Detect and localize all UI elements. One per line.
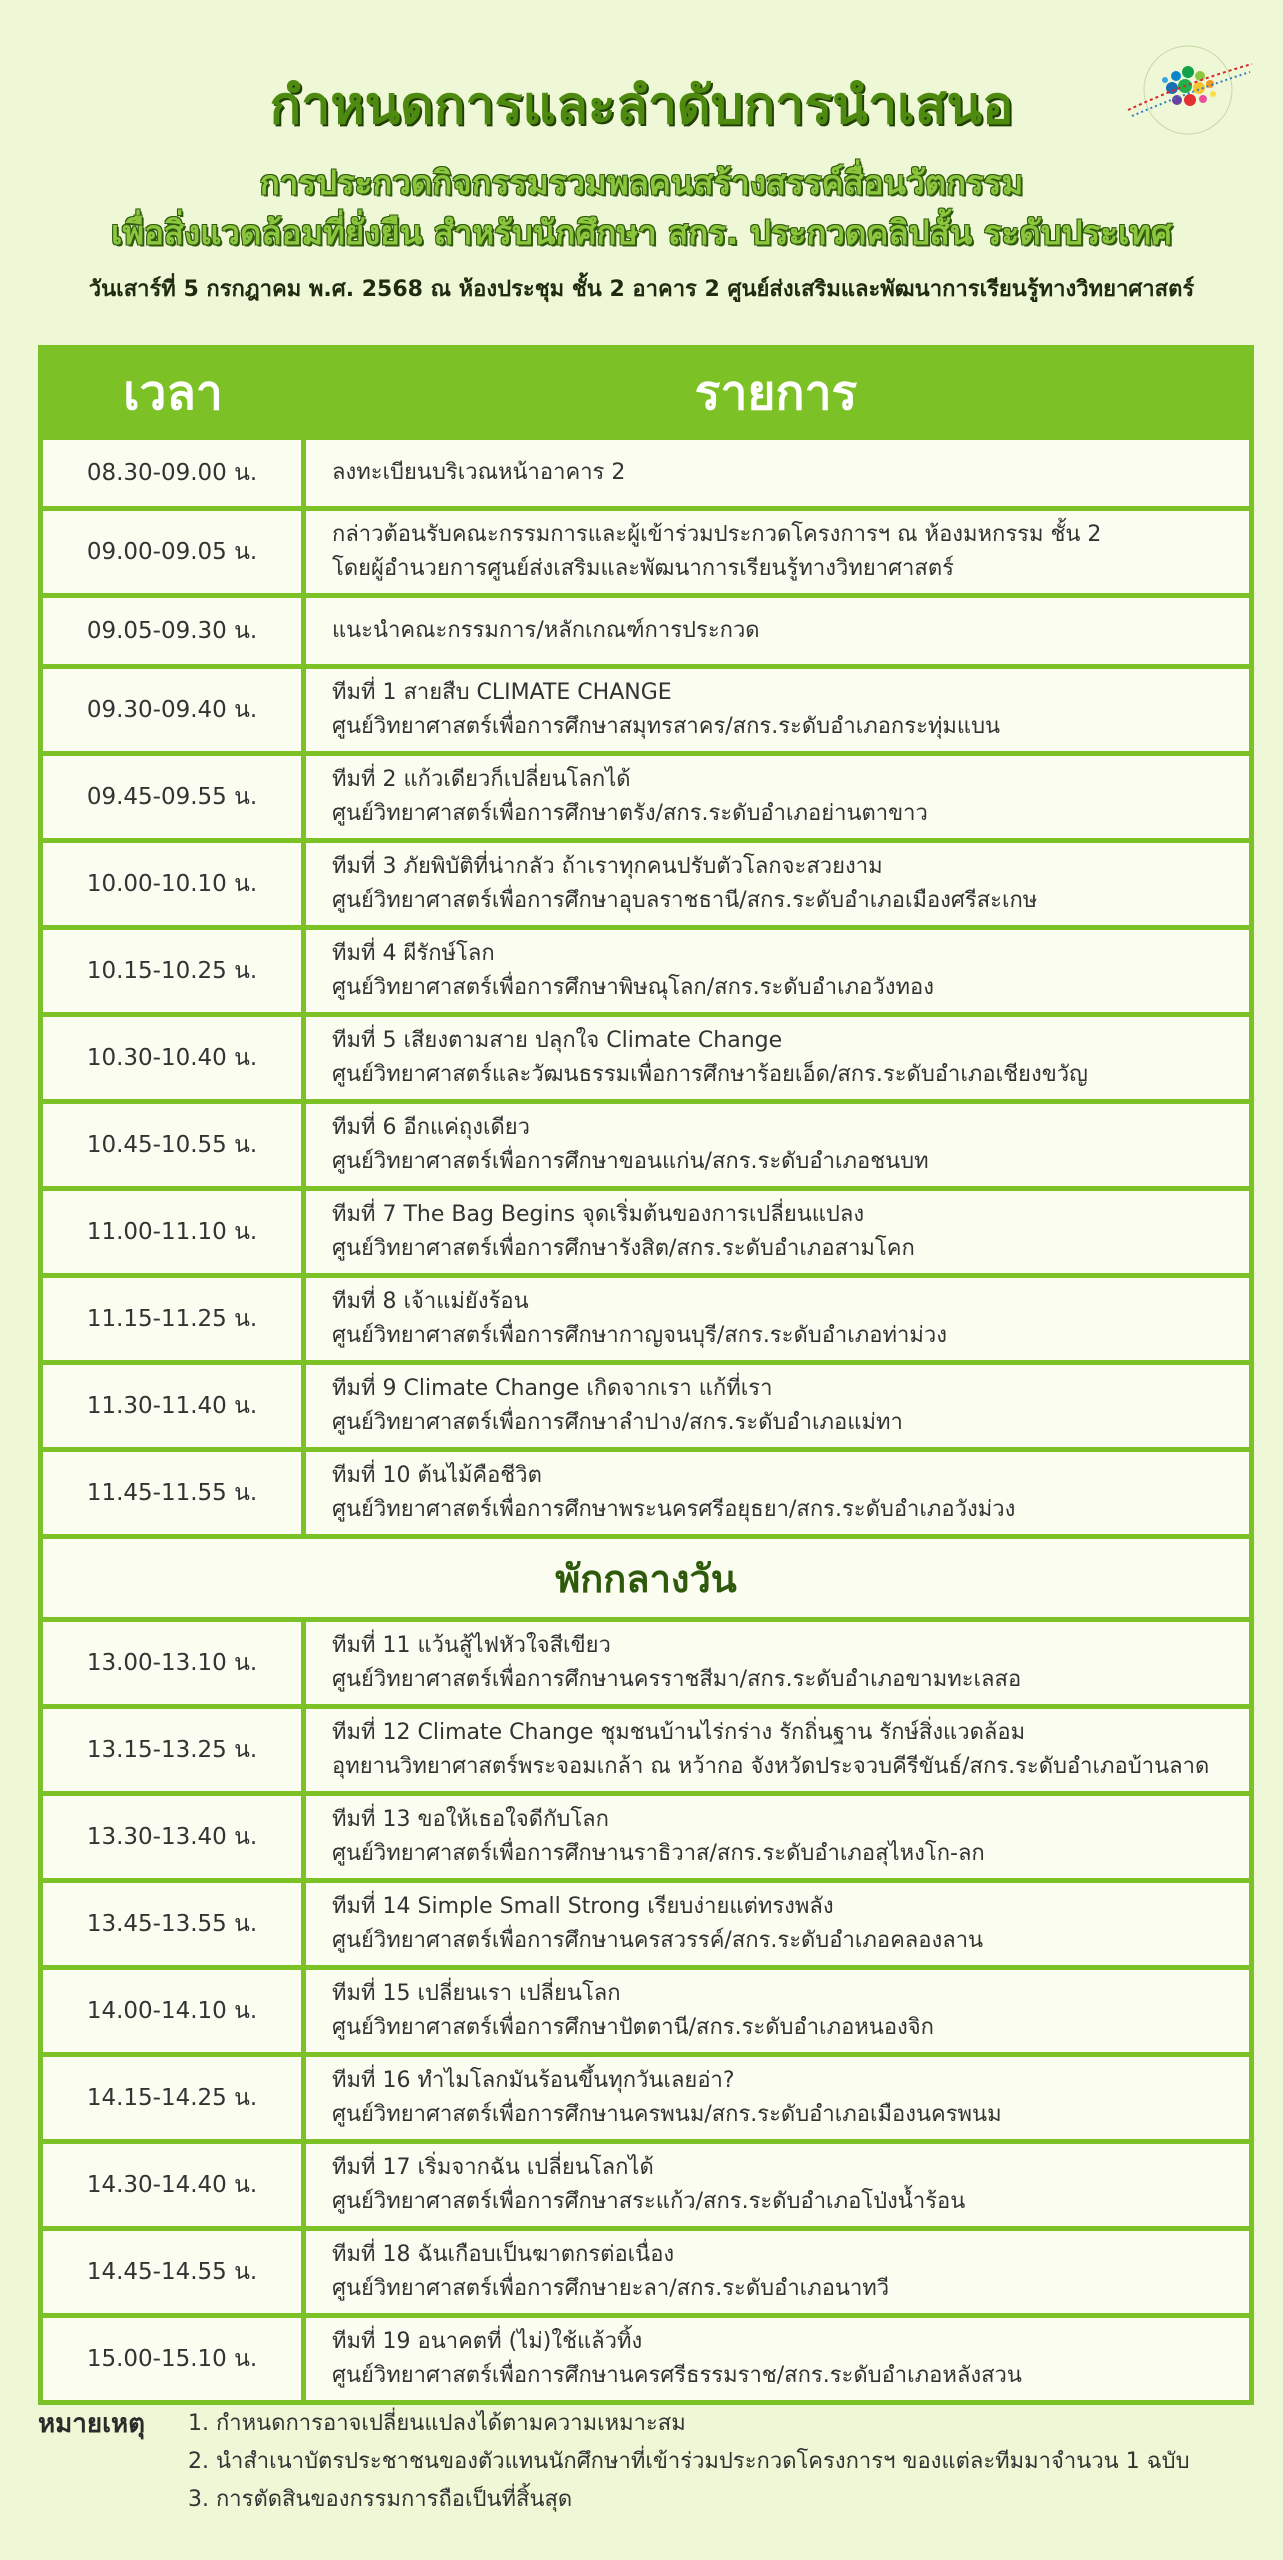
header bbox=[0, 70, 1283, 310]
table-row bbox=[43, 2057, 1249, 2139]
row-time: 08.30-09.00 น. bbox=[43, 440, 301, 506]
note-item: 1. กำหนดการอาจเปลี่ยนแปลงได้ตามความเหมาะสม bbox=[188, 2411, 686, 2436]
row-item-line2: ศูนย์วิทยาศาสตร์เพื่อการศึกษาตรัง/สกร.ระดับอำเภอย่านตาขาว bbox=[332, 801, 928, 826]
table-row bbox=[43, 930, 1249, 1012]
row-item-line2: ศูนย์วิทยาศาสตร์เพื่อการศึกษานครราชสีมา/สกร.ระดับอำเภอขามทะเลสอ bbox=[332, 1667, 1022, 1692]
row-item bbox=[306, 1191, 1249, 1273]
row-item bbox=[306, 511, 1249, 593]
note-item: 2. นำสำเนาบัตรประชาชนของตัวแทนนักศึกษาที่เข้าร่วมประกวดโครงการฯ ของแต่ละทีมมาจำนวน 1 ฉบับ bbox=[188, 2449, 1190, 2474]
row-time: 10.15-10.25 น. bbox=[43, 930, 301, 1012]
row-item-line2: ศูนย์วิทยาศาสตร์เพื่อการศึกษากาญจนบุรี/สกร.ระดับอำเภอท่าม่วง bbox=[332, 1323, 947, 1348]
row-item-line2: ศูนย์วิทยาศาสตร์เพื่อการศึกษานครสวรรค์/สกร.ระดับอำเภอคลองลาน bbox=[332, 1928, 984, 1953]
row-item-line1: ทีมที่ 8 เจ้าแม่ยังร้อน bbox=[332, 1289, 529, 1314]
row-item-line2: ศูนย์วิทยาศาสตร์เพื่อการศึกษาขอนแก่น/สกร.ระดับอำเภอชนบท bbox=[332, 1149, 929, 1174]
row-time: 10.45-10.55 น. bbox=[43, 1104, 301, 1186]
row-item-line1: ทีมที่ 7 The Bag Begins จุดเริ่มต้นของการเปลี่ยนแปลง bbox=[332, 1202, 865, 1227]
notes-label: หมายเหตุ bbox=[38, 2409, 146, 2439]
row-item bbox=[306, 1796, 1249, 1878]
row-item bbox=[306, 1709, 1249, 1791]
row-item bbox=[306, 598, 1249, 664]
row-time: 13.30-13.40 น. bbox=[43, 1796, 301, 1878]
row-item-line1: ทีมที่ 16 ทำไมโลกมันร้อนขึ้นทุกวันเลยอ่า? bbox=[332, 2068, 735, 2093]
row-item bbox=[306, 1017, 1249, 1099]
table-row bbox=[43, 843, 1249, 925]
row-item-line2: ศูนย์วิทยาศาสตร์เพื่อการศึกษานครศรีธรรมราช/สกร.ระดับอำเภอหลังสวน bbox=[332, 2363, 1022, 2388]
row-item-line1: ทีมที่ 4 ผีรักษ์โลก bbox=[332, 941, 495, 966]
row-item-line2: ศูนย์วิทยาศาสตร์เพื่อการศึกษาอุบลราชธานี/สกร.ระดับอำเภอเมืองศรีสะเกษ bbox=[332, 888, 1038, 913]
row-time: 11.15-11.25 น. bbox=[43, 1278, 301, 1360]
row-item-line2: ศูนย์วิทยาศาสตร์เพื่อการศึกษานราธิวาส/สกร.ระดับอำเภอสุไหงโก-ลก bbox=[332, 1841, 985, 1866]
row-item-line1: ทีมที่ 6 อีกแค่ถุงเดียว bbox=[332, 1115, 531, 1140]
row-item bbox=[306, 1970, 1249, 2052]
table-row bbox=[43, 598, 1249, 664]
table-header bbox=[43, 350, 1249, 435]
row-item bbox=[306, 2144, 1249, 2226]
row-time: 14.30-14.40 น. bbox=[43, 2144, 301, 2226]
row-item-line2: ศูนย์วิทยาศาสตร์เพื่อการศึกษาพระนครศรีอยุธยา/สกร.ระดับอำเภอวังม่วง bbox=[332, 1497, 1016, 1522]
table-row bbox=[43, 1278, 1249, 1360]
row-item-line1: ลงทะเบียนบริเวณหน้าอาคาร 2 bbox=[332, 460, 626, 485]
row-item bbox=[306, 1278, 1249, 1360]
row-item bbox=[306, 1365, 1249, 1447]
subtitle-line-1: การประกวดกิจกรรมรวมพลคนสร้างสรรค์สื่อนวัตกรรม bbox=[259, 163, 1024, 202]
notes-list bbox=[188, 2405, 1190, 2519]
row-item-line2: ศูนย์วิทยาศาสตร์เพื่อการศึกษาพิษณุโลก/สกร.ระดับอำเภอวังทอง bbox=[332, 975, 934, 1000]
row-time: 14.00-14.10 น. bbox=[43, 1970, 301, 2052]
row-item-line1: ทีมที่ 9 Climate Change เกิดจากเรา แก้ที่เรา bbox=[332, 1376, 773, 1401]
row-item bbox=[306, 1622, 1249, 1704]
table-row bbox=[43, 1970, 1249, 2052]
table-row bbox=[43, 440, 1249, 506]
row-time: 10.30-10.40 น. bbox=[43, 1017, 301, 1099]
row-item-line1: ทีมที่ 19 อนาคตที่ (ไม่)ใช้แล้วทิ้ง bbox=[332, 2329, 643, 2354]
table-row bbox=[43, 1191, 1249, 1273]
column-header-item: รายการ bbox=[694, 364, 858, 421]
row-item-line1: ทีมที่ 18 ฉันเกือบเป็นฆาตกรต่อเนื่อง bbox=[332, 2242, 675, 2267]
row-time: 11.30-11.40 น. bbox=[43, 1365, 301, 1447]
row-item-line2: ศูนย์วิทยาศาสตร์เพื่อการศึกษาลำปาง/สกร.ระดับอำเภอแม่ทา bbox=[332, 1410, 903, 1435]
row-item-line1: ทีมที่ 1 สายสืบ CLIMATE CHANGE bbox=[332, 680, 672, 705]
row-time: 14.45-14.55 น. bbox=[43, 2231, 301, 2313]
row-time: 09.45-09.55 น. bbox=[43, 756, 301, 838]
row-item-line1: ทีมที่ 10 ต้นไม้คือชีวิต bbox=[332, 1463, 542, 1488]
row-item bbox=[306, 440, 1249, 506]
row-item-line2: โดยผู้อำนวยการศูนย์ส่งเสริมและพัฒนาการเรียนรู้ทางวิทยาศาสตร์ bbox=[332, 556, 954, 581]
row-time: 11.00-11.10 น. bbox=[43, 1191, 301, 1273]
table-row bbox=[43, 756, 1249, 838]
page-title: กำหนดการและลำดับการนำเสนอ bbox=[269, 76, 1014, 136]
table-row bbox=[43, 2318, 1249, 2400]
row-item-line1: ทีมที่ 12 Climate Change ชุมชนบ้านไร่กร่าง รักถิ่นฐาน รักษ์สิ่งแวดล้อม bbox=[332, 1720, 1026, 1745]
row-item bbox=[306, 2318, 1249, 2400]
row-item-line2: ศูนย์วิทยาศาสตร์และวัฒนธรรมเพื่อการศึกษาร้อยเอ็ด/สกร.ระดับอำเภอเชียงขวัญ bbox=[332, 1062, 1088, 1087]
date-location: วันเสาร์ที่ 5 กรกฎาคม พ.ศ. 2568 ณ ห้องประชุม ชั้น 2 อาคาร 2 ศูนย์ส่งเสริมและพัฒนาการเรียนรู้ทางวิทยาศาสตร์ bbox=[88, 277, 1195, 302]
row-item bbox=[306, 2057, 1249, 2139]
column-header-time: เวลา bbox=[123, 364, 223, 421]
table-row bbox=[43, 1017, 1249, 1099]
row-item bbox=[306, 843, 1249, 925]
table-row bbox=[43, 511, 1249, 593]
row-time: 13.45-13.55 น. bbox=[43, 1883, 301, 1965]
row-time: 15.00-15.10 น. bbox=[43, 2318, 301, 2400]
table-row bbox=[43, 1365, 1249, 1447]
row-item bbox=[306, 2231, 1249, 2313]
note-item: 3. การตัดสินของกรรมการถือเป็นที่สิ้นสุด bbox=[188, 2487, 573, 2512]
row-item-line2: ศูนย์วิทยาศาสตร์เพื่อการศึกษารังสิต/สกร.ระดับอำเภอสามโคก bbox=[332, 1236, 915, 1261]
row-item-line1: ทีมที่ 2 แก้วเดียวก็เปลี่ยนโลกได้ bbox=[332, 767, 631, 792]
row-item-line1: กล่าวต้อนรับคณะกรรมการและผู้เข้าร่วมประกวดโครงการฯ ณ ห้องมหกรรม ชั้น 2 bbox=[332, 522, 1102, 547]
row-time: 09.30-09.40 น. bbox=[43, 669, 301, 751]
table-row bbox=[43, 1796, 1249, 1878]
table-row bbox=[43, 1104, 1249, 1186]
table-row bbox=[43, 2144, 1249, 2226]
row-time: 09.05-09.30 น. bbox=[43, 598, 301, 664]
row-item-line1: ทีมที่ 15 เปลี่ยนเรา เปลี่ยนโลก bbox=[332, 1981, 621, 2006]
row-time: 09.00-09.05 น. bbox=[43, 511, 301, 593]
lunch-break-row: พักกลางวัน bbox=[43, 1539, 1249, 1617]
row-item-line2: ศูนย์วิทยาศาสตร์เพื่อการศึกษานครพนม/สกร.ระดับอำเภอเมืองนครพนม bbox=[332, 2102, 1002, 2127]
row-time: 13.15-13.25 น. bbox=[43, 1709, 301, 1791]
notes-section bbox=[38, 2405, 1268, 2519]
row-item bbox=[306, 930, 1249, 1012]
subtitle-line-2: เพื่อสิ่งแวดล้อมที่ยั่งยืน สำหรับนักศึกษา สกร. ประกวดคลิปสั้น ระดับประเทศ bbox=[111, 213, 1172, 252]
row-item-line2: ศูนย์วิทยาศาสตร์เพื่อการศึกษาสระแก้ว/สกร.ระดับอำเภอโป่งน้ำร้อน bbox=[332, 2189, 966, 2214]
row-item-line1: ทีมที่ 5 เสียงตามสาย ปลุกใจ Climate Change bbox=[332, 1028, 783, 1053]
table-row bbox=[43, 1452, 1249, 1534]
table-row bbox=[43, 2231, 1249, 2313]
table-row bbox=[43, 1622, 1249, 1704]
row-time: 13.00-13.10 น. bbox=[43, 1622, 301, 1704]
row-item-line1: แนะนำคณะกรรมการ/หลักเกณฑ์การประกวด bbox=[332, 618, 760, 643]
schedule-table bbox=[38, 345, 1254, 2405]
row-item bbox=[306, 1104, 1249, 1186]
row-item-line2: ศูนย์วิทยาศาสตร์เพื่อการศึกษาปัตตานี/สกร.ระดับอำเภอหนองจิก bbox=[332, 2015, 935, 2040]
row-item-line1: ทีมที่ 11 แว้นสู้ไฟหัวใจสีเขียว bbox=[332, 1633, 611, 1658]
row-item-line2: อุทยานวิทยาศาสตร์พระจอมเกล้า ณ หว้ากอ จังหวัดประจวบคีรีขันธ์/สกร.ระดับอำเภอบ้านลาด bbox=[332, 1754, 1210, 1779]
row-item-line1: ทีมที่ 17 เริ่มจากฉัน เปลี่ยนโลกได้ bbox=[332, 2155, 654, 2180]
row-item bbox=[306, 756, 1249, 838]
row-item-line1: ทีมที่ 14 Simple Small Strong เรียบง่ายแต่ทรงพลัง bbox=[332, 1894, 834, 1919]
row-item-line2: ศูนย์วิทยาศาสตร์เพื่อการศึกษาสมุทรสาคร/สกร.ระดับอำเภอกระทุ่มแบน bbox=[332, 714, 1001, 739]
table-row bbox=[43, 1709, 1249, 1791]
table-row bbox=[43, 669, 1249, 751]
row-time: 11.45-11.55 น. bbox=[43, 1452, 301, 1534]
row-item-line2: ศูนย์วิทยาศาสตร์เพื่อการศึกษายะลา/สกร.ระดับอำเภอนาทวี bbox=[332, 2276, 890, 2301]
row-item bbox=[306, 1883, 1249, 1965]
table-row bbox=[43, 1883, 1249, 1965]
row-item-line1: ทีมที่ 3 ภัยพิบัติที่น่ากลัว ถ้าเราทุกคนปรับตัวโลกจะสวยงาม bbox=[332, 854, 883, 879]
row-time: 10.00-10.10 น. bbox=[43, 843, 301, 925]
row-item-line1: ทีมที่ 13 ขอให้เธอใจดีกับโลก bbox=[332, 1807, 609, 1832]
row-item bbox=[306, 669, 1249, 751]
row-item bbox=[306, 1452, 1249, 1534]
row-time: 14.15-14.25 น. bbox=[43, 2057, 301, 2139]
